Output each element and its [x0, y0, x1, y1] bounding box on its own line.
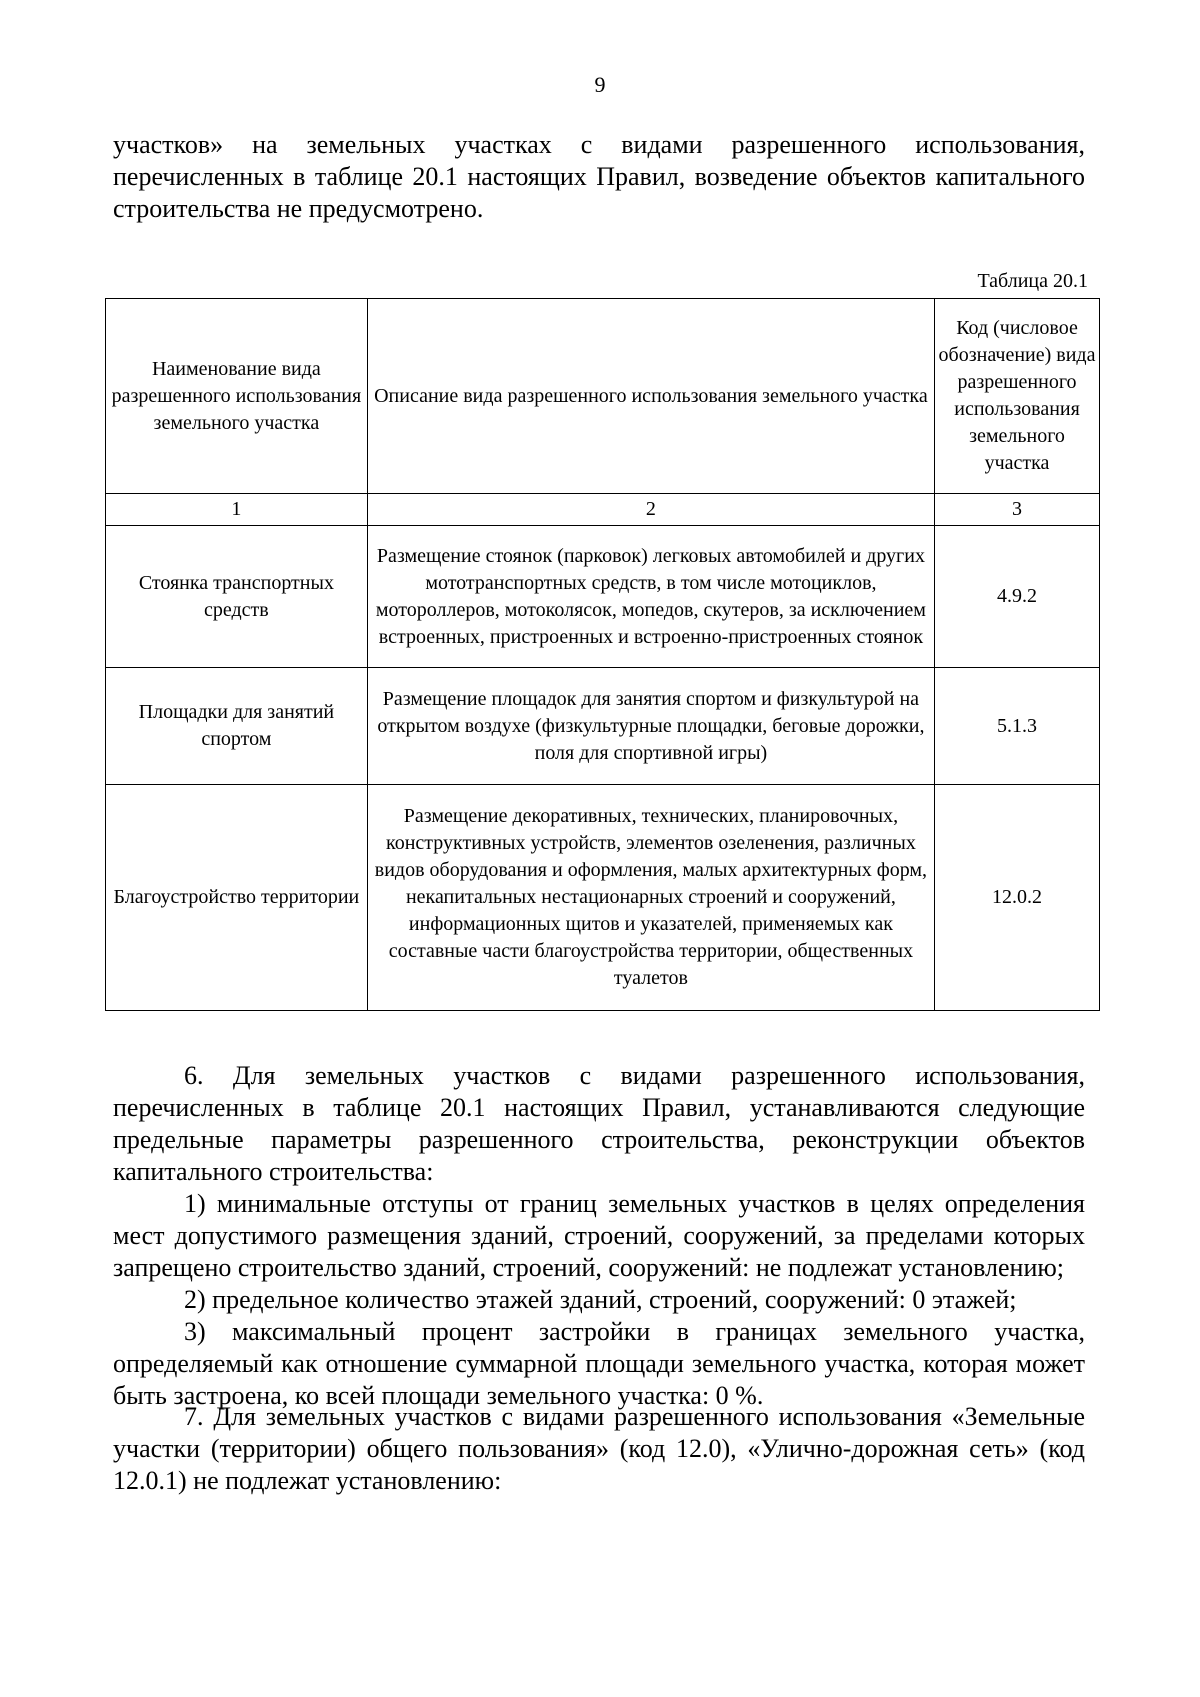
- row-description: Размещение декоративных, технических, планировочных, конструктивных устройств, элементов озеленения, различных видов оборудования и оформления, малых архитектурных форм, некапитальных нестационарных строений и сооружений, информационных щитов и указателей, применяемых как составные части благоустройства территории, общественных туалетов: [367, 785, 934, 1011]
- section-6: [113, 1060, 1085, 1412]
- row-name: Стоянка транспортных средств: [106, 526, 368, 668]
- row-name: Площадки для занятий спортом: [106, 668, 368, 785]
- row-code: 12.0.2: [935, 785, 1100, 1011]
- table-row: [106, 526, 1100, 668]
- intro-text: участков» на земельных участках с видами разрешенного использования, перечисленных в таблице 20.1 настоящих Правил, возведение объектов капитального строительства не предусмотрено.: [113, 130, 1085, 223]
- column-number: 3: [935, 494, 1100, 526]
- intro-paragraph: [113, 129, 1085, 225]
- section-6-item-1: 1) минимальные отступы от границ земельных участков в целях определения мест допустимого размещения зданий, строений, сооружений, за пределами которых запрещено строительство зданий, строений, сооружений: не подлежат установлению;: [113, 1189, 1085, 1282]
- section-7-text: 7. Для земельных участков с видами разрешенного использования «Земельные участки (территории) общего пользования» (код 12.0), «Улично-дорожная сеть» (код 12.0.1) не подлежат установлению:: [113, 1402, 1085, 1495]
- column-number-row: [106, 494, 1100, 526]
- row-name: Благоустройство территории: [106, 785, 368, 1011]
- header-description: Описание вида разрешенного использования земельного участка: [367, 299, 934, 494]
- column-number: 1: [106, 494, 368, 526]
- section-6-item-3: 3) максимальный процент застройки в границах земельного участка, определяемый как отношение суммарной площади земельного участка, которая может быть застроена, ко всей площади земельного участка: 0 %.: [113, 1317, 1085, 1410]
- section-7: [113, 1401, 1085, 1497]
- header-name: Наименование вида разрешенного использования земельного участка: [106, 299, 368, 494]
- table-header-row: [106, 299, 1100, 494]
- table-row: [106, 668, 1100, 785]
- section-6-item-2: 2) предельное количество этажей зданий, строений, сооружений: 0 этажей;: [184, 1285, 1017, 1314]
- section-6-intro: 6. Для земельных участков с видами разрешенного использования, перечисленных в таблице 20.1 настоящих Правил, устанавливаются следующие предельные параметры разрешенного строительства, реконструкции объектов капитального строительства:: [113, 1061, 1085, 1186]
- table-row: [106, 785, 1100, 1011]
- table-caption: Таблица 20.1: [977, 270, 1088, 292]
- row-code: 5.1.3: [935, 668, 1100, 785]
- column-number: 2: [367, 494, 934, 526]
- page-number: 9: [594, 72, 606, 97]
- row-code: 4.9.2: [935, 526, 1100, 668]
- header-code: Код (числовое обозначение) вида разрешенного использования земельного участка: [935, 299, 1100, 494]
- row-description: Размещение площадок для занятия спортом и физкультурой на открытом воздухе (физкультурные площадки, беговые дорожки, поля для спортивной игры): [367, 668, 934, 785]
- land-use-table: [105, 298, 1100, 1011]
- row-description: Размещение стоянок (парковок) легковых автомобилей и других мототранспортных средств, в том числе мотоциклов, мотороллеров, мотоколясок, мопедов, скутеров, за исключением встроенных, пристроенных и встроенно-пристроенных стоянок: [367, 526, 934, 668]
